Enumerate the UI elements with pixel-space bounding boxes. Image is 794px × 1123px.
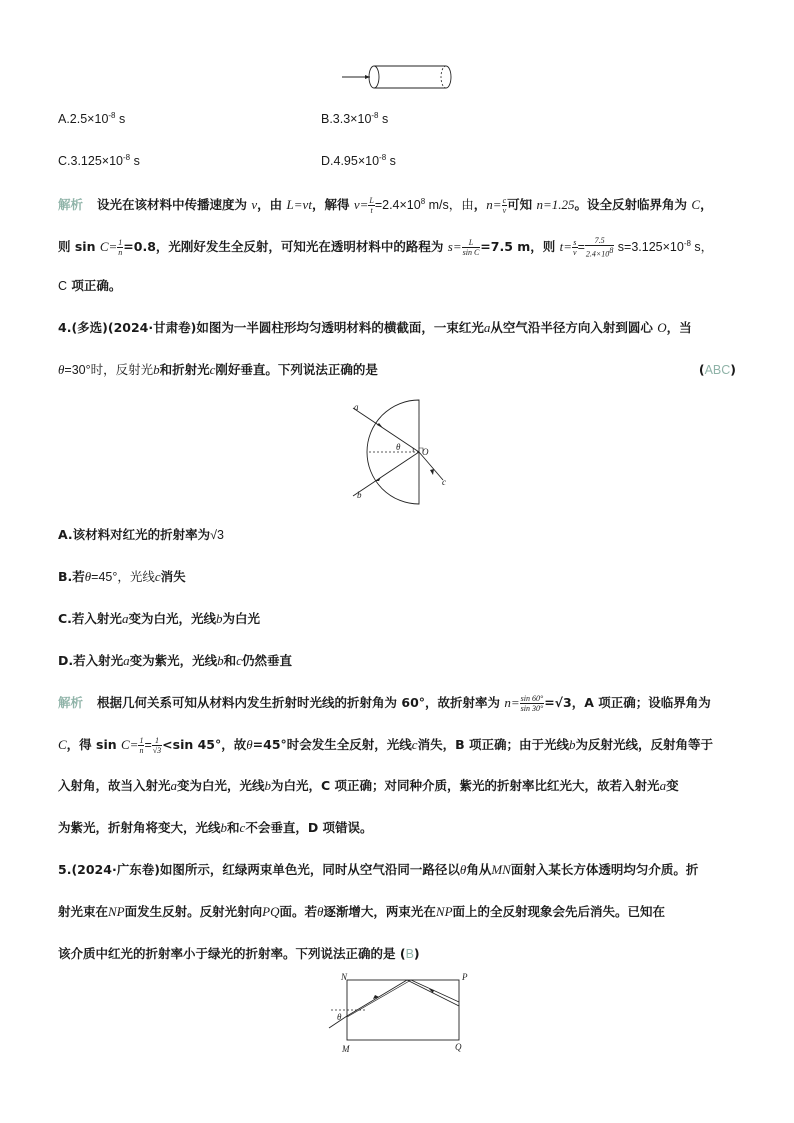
- q3-option-a[interactable]: $A.2.5\times 10^{-8}$ s: [58, 111, 126, 127]
- rectangle-figure: [325, 970, 475, 1058]
- q5-stem-line1: 5.(2024·广东卷)如图所示，红绿两束单色光，同时从空气沿同一路径以θ角从MN面射入某长方体透明均匀介质。折: [58, 862, 699, 877]
- label-theta: θ: [396, 442, 401, 452]
- q4-option-a[interactable]: A.该材料对红光的折射率为√3: [58, 527, 224, 542]
- label-a: a: [354, 402, 359, 412]
- semicircle-figure: [343, 396, 453, 508]
- cylinder-figure: [338, 60, 458, 96]
- analysis-tag: 解析: [58, 695, 84, 710]
- q4-analysis-line3: 入射角，故当入射光a变为白光，光线b为白光，C 项正确；对同种介质，紫光的折射率比红光大，故若入射光a变: [58, 778, 679, 793]
- q4-analysis-line4: 为紫光，折射角将变大，光线b和c不会垂直，D 项错误。: [58, 820, 373, 835]
- label-m: M: [342, 1044, 350, 1054]
- q4-answer: (ABC): [698, 362, 736, 377]
- label-p: P: [462, 972, 468, 982]
- analysis-tag: 解析: [58, 197, 84, 213]
- label-c: c: [442, 477, 446, 487]
- q4-stem-line1: 4.(多选)(2024·甘肃卷)如图为一半圆柱形均匀透明材料的横截面，一束红光a从空气沿半径方向入射到圆心 O，当: [58, 320, 692, 335]
- q4-stem-line2: θ=30°时，反射光b和折射光c刚好垂直。下列说法正确的是: [58, 362, 378, 377]
- q4-analysis-line2: C，得 sin C= $\frac{1}{n}$ = $\frac{1}{√3}$ <sin 45°，故θ=45°时会发生全反射，光线c消失，B 项正确；由于光线b为反射光线，反射角等于: [58, 736, 713, 755]
- q5-stem-line3: 该介质中红光的折射率小于绿光的折射率。下列说法正确的是 (B): [58, 946, 420, 961]
- q4-option-d[interactable]: D.若入射光a变为紫光，光线b和c仍然垂直: [58, 653, 292, 668]
- q3-analysis-line1: 解析 设光在该材料中传播速度为 v，由 L=vt，解得 v= $\frac{L}{t}$ $=2.4\times 10^8$ m/s，由，n= $\frac{c}{v}$ 可知 n=1.25。设全反射临界角为 C，: [58, 196, 713, 216]
- q4-option-b[interactable]: B.若θ=45°，光线c消失: [58, 569, 186, 584]
- label-n: N: [341, 972, 348, 982]
- q4-option-c[interactable]: C.若入射光a变为白光，光线b为白光: [58, 611, 260, 626]
- label-b: b: [357, 490, 362, 500]
- q3-option-b[interactable]: $B.3.3\times 10^{-8}$ s: [321, 111, 389, 127]
- label-o: O: [422, 447, 429, 457]
- q3-option-d[interactable]: $D.4.95\times 10^{-8}$ s: [321, 153, 396, 169]
- q4-analysis-line1: 解析 根据几何关系可知从材料内发生折射时光线的折射角为 60°，故折射率为 n= $\frac{\sin 60^\circ}{\sin 30^\circ}$ =√3，A 项正确；设临界角为: [58, 694, 711, 713]
- label-theta: θ: [337, 1012, 342, 1022]
- label-q: Q: [455, 1042, 462, 1052]
- q3-analysis-line2: 则 sin C= $\frac{1}{n}$ =0.8，光刚好发生全反射，可知光在透明材料中的路程为 s= $\frac{L}{\text{sin C}}$ =7.5 m，则 t= $\frac{s}{v}$ = $\frac{7.5}{2.4\times 10^8}$ $s=3.125\times 10^{-8}$ s，: [58, 236, 714, 259]
- q3-analysis-line3: C 项正确。: [58, 278, 122, 293]
- q3-option-c[interactable]: $C.3.125\times 10^{-8}$ s: [58, 153, 140, 169]
- q5-stem-line2: 射光束在NP面发生反射。反射光射向PQ面。若θ逐渐增大，两束光在NP面上的全反射现象会先后消失。已知在: [58, 904, 666, 919]
